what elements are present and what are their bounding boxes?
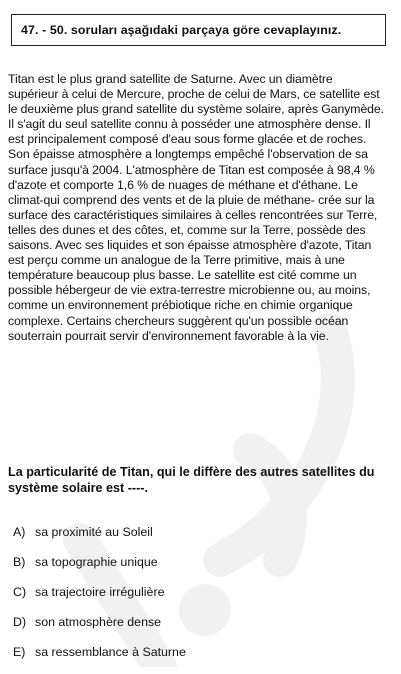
option-letter: E) bbox=[13, 645, 26, 659]
option-a[interactable] bbox=[13, 524, 383, 554]
option-letter: C) bbox=[13, 585, 27, 599]
option-text: sa trajectoire irrégulière bbox=[35, 585, 165, 599]
option-letter: A) bbox=[13, 525, 26, 539]
option-text: son atmosphère dense bbox=[35, 615, 162, 629]
option-text: sa topographie unique bbox=[35, 555, 158, 569]
option-b[interactable] bbox=[13, 554, 383, 584]
option-letter: B) bbox=[13, 555, 26, 569]
question-stem: La particularité de Titan, qui le diffère des autres satellites du système solaire est ----. bbox=[8, 465, 375, 495]
answer-options bbox=[13, 524, 383, 674]
reading-passage: Titan est le plus grand satellite de Saturne. Avec un diamètre supérieur à celui de Mercure, proche de celui de Mars, ce satellite est le deuxième plus grand satellite du système solaire, après Ganymède. Il s'agit du seul satellite connu à posséder une atmosphère dense. Il est principalement composé d'eau sous forme glacée et de roches. Son épaisse atmosphère a longtemps empêché l'observation de sa surface jusqu'à 2004. L'atmosphère de Titan est composée à 98,4 % d'azote et comporte 1,6 % de nuages de méthane et d'éthane. Le climat-qui comprend des vents et de la pluie de méthane- crée sur la surface des caractéristiques similaires à celles rencontrées sur Terre, telles des dunes et des côtes, et, comme sur la Terre, possède des saisons. Avec ses liquides et son épaisse atmosphère d'azote, Titan est perçu comme un analogue de la Terre primitive, mais à une température beaucoup plus basse. Le satellite est cité comme un possible hébergeur de vie extra-terrestre microbienne ou, au moins, comme un environnement prébiotique riche en chimie organique complexe. Certains chercheurs suggèrent qu'un possible océan souterrain pourrait servir d'environnement favorable à la vie. bbox=[8, 72, 384, 343]
option-e[interactable] bbox=[13, 644, 383, 674]
instruction-text: 47. - 50. soruları aşağıdaki parçaya göre cevaplayınız. bbox=[21, 23, 342, 37]
option-text: sa ressemblance à Saturne bbox=[35, 645, 186, 659]
instruction-box bbox=[11, 14, 386, 46]
option-text: sa proximité au Soleil bbox=[35, 525, 153, 539]
option-letter: D) bbox=[13, 615, 27, 629]
option-d[interactable] bbox=[13, 614, 383, 644]
option-c[interactable] bbox=[13, 584, 383, 614]
